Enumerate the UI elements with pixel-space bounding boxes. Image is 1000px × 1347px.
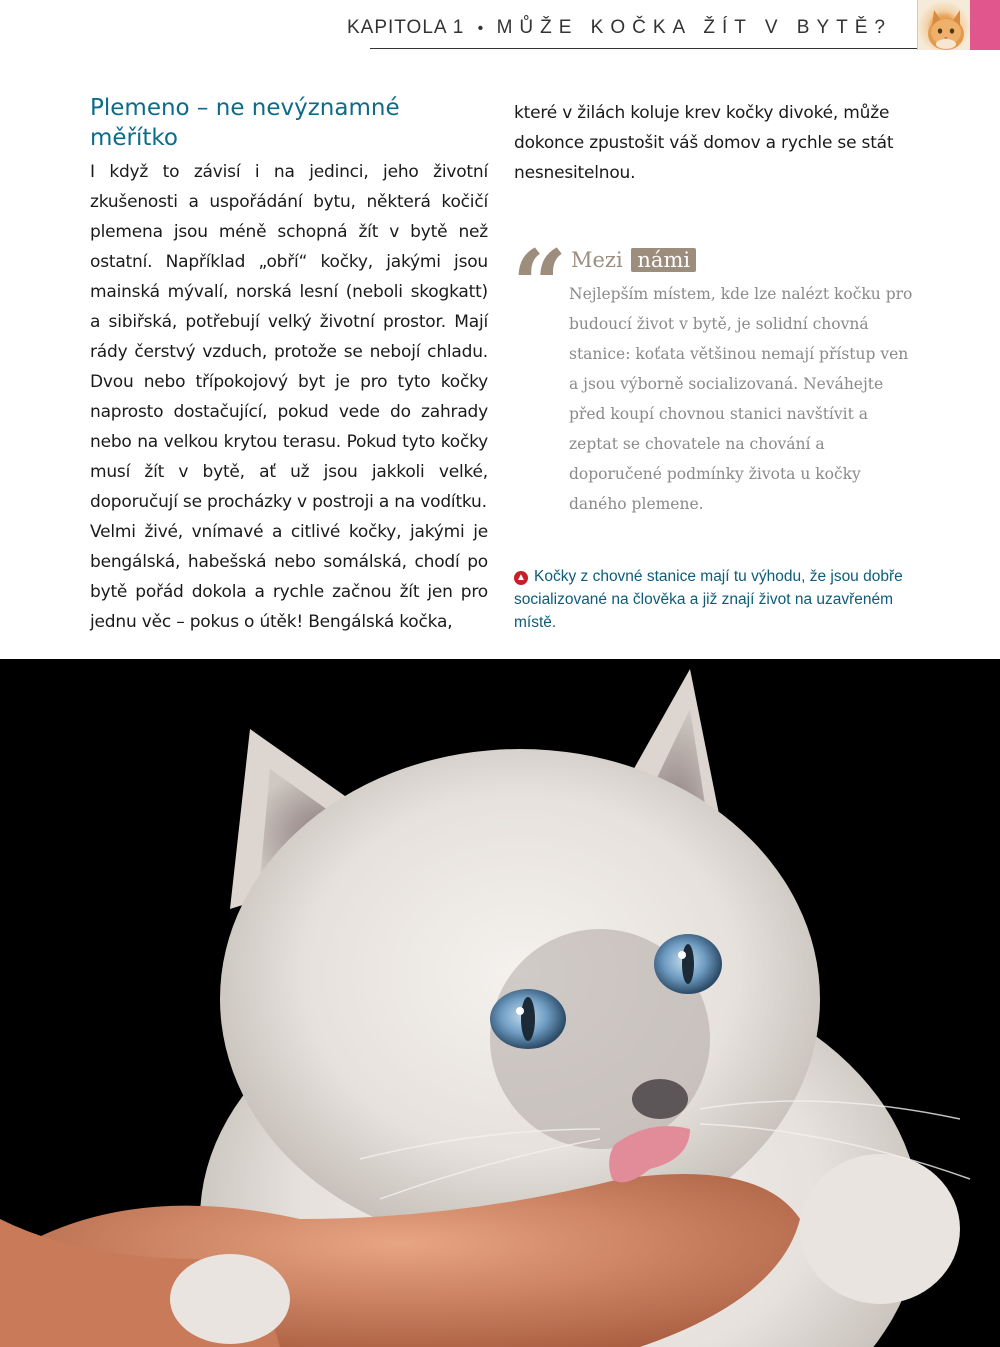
running-head [347, 17, 892, 39]
section-heading: Plemeno – ne nevýznamné měřítko [90, 95, 400, 151]
body-paragraph-2: Velmi živé, vnímavé a citlivé kočky, jakými je bengálská, habešská nebo somálská, chodí po bytě pořád dokola a rychle začnou žít jen pro jednu věc – pokus o útěk! Bengálská kočka, [90, 522, 488, 632]
header-separator: • [477, 20, 484, 37]
chapter-label: KAPITOLA 1 [347, 17, 465, 38]
body-paragraph-continuation: které v žilách koluje krev kočky divoké, může dokonce zpustošit váš domov a rychle se stát nesnesitelnou. [514, 103, 894, 183]
right-column [514, 98, 914, 188]
chapter-title: MŮŽE KOČKA ŽÍT V BYTĚ? [496, 17, 892, 38]
quote-mark-icon: “ [512, 229, 568, 342]
page-header [0, 0, 1000, 50]
quote-text: Nejlepším místem, kde lze nalézt kočku pro budoucí život v bytě, je solidní chovná stanice: koťata většinou nemají přístup ven a jsou výborně socializovaná. Neváhejte před koupí chovnou stanici navštívit a zeptat se chovatele na chování a doporučené podmínky života u kočky daného plemene. [569, 285, 913, 513]
photo-caption [514, 565, 914, 634]
quote-heading [571, 248, 696, 272]
quote-heading-word-2: námi [631, 248, 696, 272]
arrow-up-icon: ▲ [514, 571, 528, 585]
caption-text: Kočky z chovné stanice mají tu výhodu, že jsou dobře socializované na člověka a již znají život na uzavřeném místě. [514, 568, 903, 631]
kitten-thumbnail-icon [917, 0, 970, 50]
header-rule [370, 48, 918, 49]
body-paragraph-1: I když to závisí i na jedinci, jeho životní zkušenosti a uspořádání bytu, některá kočičí plemena jsou méně schopná žít v bytě než ostatní. Například „obří“ kočky, jakými jsou mainská mývalí, norská lesní (neboli skogkatt) a sibiřská, potřebují velký životní prostor. Mají rády čerstvý vzduch, protože se nebojí chladu. Dvou nebo třípokojový byt je pro tyto kočky naprosto dostačující, pokud vede do zahrady nebo na velkou krytou terasu. Pokud tyto kočky musí žít v bytě, ať už jsou jakkoli velké, doporučují se procházky v postroji a na vodítku. [90, 162, 488, 512]
chapter-color-tab [970, 0, 1000, 50]
quote-heading-word-1: Mezi [571, 248, 623, 272]
left-column [90, 93, 488, 637]
kitten-photo [0, 659, 1000, 1347]
